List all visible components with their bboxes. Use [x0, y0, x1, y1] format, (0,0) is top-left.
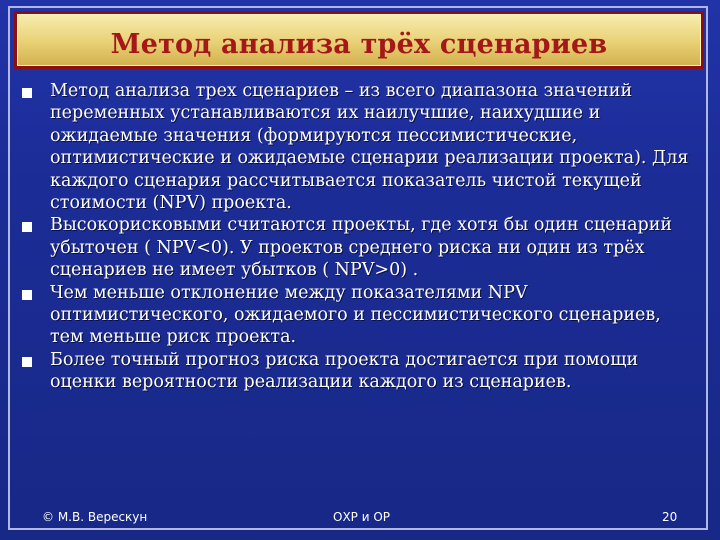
bullet-list: [18, 80, 698, 394]
bullet-item: [18, 349, 698, 394]
bullet-item: [18, 282, 698, 349]
square-bullet-icon: [22, 290, 32, 300]
bullet-text: Метод анализа трех сценариев – из всего диапазона значений переменных устанавливаются их наилучшие, наихудшие и ожидаемые значения (формируются пессимистические, оптимистические и ожидаемые сценарии реализации проекта). Для каждого сценария рассчитывается показатель чистой текущей стоимости (NPV) проекта.: [50, 81, 689, 214]
slide-title: Метод анализа трёх сценариев: [110, 29, 608, 60]
footer-author: © М.В. Верескун: [42, 510, 148, 524]
bullet-text: Высокорисковыми считаются проекты, где хотя бы один сценарий убыточен ( NPV<0). У проектов среднего риска ни один из трёх сценариев не имеет убытков ( NPV>0) .: [50, 215, 673, 281]
footer-course: ОХР и ОР: [333, 510, 391, 524]
square-bullet-icon: [22, 222, 32, 232]
bullet-text: Чем меньше отклонение между показателями NPV оптимистического, ожидаемого и пессимистического сценариев, тем меньше риск проекта.: [50, 282, 661, 348]
bullet-item: [18, 214, 698, 281]
title-band: [14, 11, 704, 69]
square-bullet-icon: [22, 88, 32, 98]
bullet-text: Более точный прогноз риска проекта достигается при помощи оценки вероятности реализации каждого из сценариев.: [50, 349, 639, 393]
bullet-item: [18, 80, 698, 214]
slide-footer: [0, 508, 720, 528]
square-bullet-icon: [22, 357, 32, 367]
page-number: 20: [662, 510, 678, 524]
